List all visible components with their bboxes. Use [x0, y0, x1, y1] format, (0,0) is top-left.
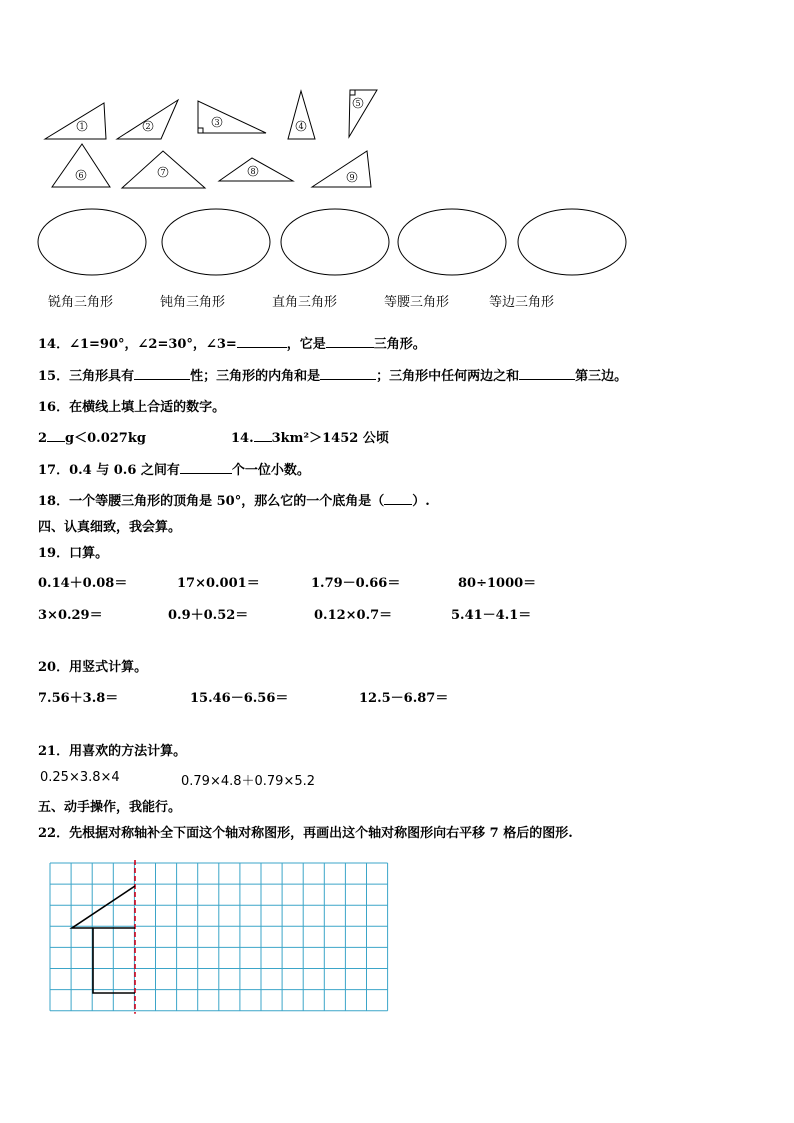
question-14: 14．∠1=90°，∠2=30°，∠3= ，它是 三角形。 — [38, 337, 426, 352]
calc-item: 0.25×3.8×4 — [40, 770, 120, 785]
question-19-title: 19．口算。 — [38, 546, 109, 561]
half-shape-roof — [72, 886, 135, 928]
question-15: 15．三角形具有 性；三角形的内角和是 ；三角形中任何两边之和 第三边。 — [38, 369, 628, 384]
calc-item: 80÷1000＝ — [458, 576, 537, 591]
question-16-left: 2 g＜0.027kg — [38, 431, 146, 446]
question-17: 17．0.4 与 0.6 之间有 个一位小数。 — [38, 463, 310, 478]
question-16-right: 14. 3km²＞1452 公顷 — [231, 431, 389, 446]
triangle-number-label: 8 — [250, 167, 256, 176]
calc-item: 0.9＋0.52＝ — [168, 608, 249, 623]
category-isosceles: 等腰三角形 — [384, 295, 450, 310]
triangle-number-label: 3 — [214, 118, 220, 127]
calc-item: 5.41－4.1＝ — [451, 608, 532, 623]
category-acute: 锐角三角形 — [48, 295, 114, 310]
question-21-title: 21．用喜欢的方法计算。 — [38, 744, 187, 759]
triangle-number-label: 1 — [79, 122, 85, 131]
category-right: 直角三角形 — [272, 295, 338, 310]
category-equilateral: 等边三角形 — [489, 295, 555, 310]
question-20-title: 20．用竖式计算。 — [38, 660, 148, 675]
question-18: 18．一个等腰三角形的顶角是 50°，那么它的一个底角是（ ）. — [38, 494, 430, 509]
triangle-number-label: 6 — [78, 171, 84, 180]
triangle-number-label: 2 — [145, 122, 151, 131]
calc-item: 1.79－0.66＝ — [311, 576, 401, 591]
calc-item: 0.79×4.8＋0.79×5.2 — [181, 774, 316, 789]
question-22-title: 22．先根据对称轴补全下面这个轴对称图形，再画出这个轴对称图形向右平移 7 格后的图形. — [38, 826, 573, 841]
calc-item: 17×0.001＝ — [177, 576, 260, 591]
calc-item: 7.56＋3.8＝ — [38, 691, 119, 706]
category-obtuse: 钝角三角形 — [160, 295, 226, 310]
calc-item: 12.5－6.87＝ — [359, 691, 449, 706]
calc-item: 3×0.29＝ — [38, 608, 103, 623]
calc-item: 15.46－6.56＝ — [190, 691, 289, 706]
question-16-title: 16．在横线上填上合适的数字。 — [38, 400, 226, 415]
triangle-number-label: 7 — [160, 168, 166, 177]
calc-item: 0.12×0.7＝ — [314, 608, 393, 623]
triangle-number-label: 5 — [355, 99, 361, 108]
calc-item: 0.14＋0.08＝ — [38, 576, 128, 591]
triangle-number-label: 4 — [298, 122, 304, 131]
half-shape-body — [93, 928, 135, 993]
section-4-heading: 四、认真细致，我会算。 — [38, 520, 182, 535]
section-5-heading: 五、动手操作，我能行。 — [38, 800, 182, 815]
triangle-number-label: 9 — [349, 173, 355, 182]
